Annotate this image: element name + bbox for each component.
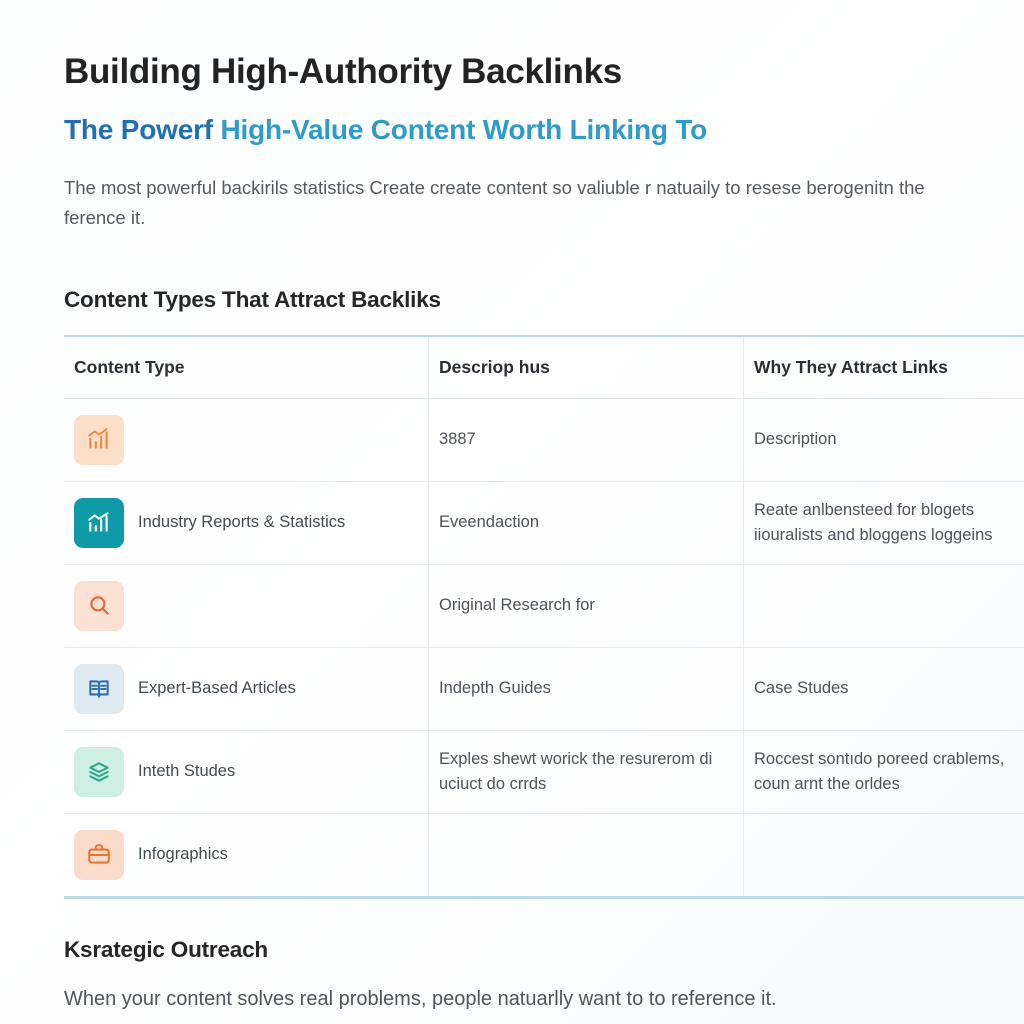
cell-content-type [64,564,429,647]
cell-content-type [64,647,429,730]
type-cell [74,415,414,465]
content-types-table [64,335,1024,899]
table-row [64,564,1024,647]
table-row [64,730,1024,813]
cell-content-type [64,481,429,564]
intro-paragraph: The most powerful backirils statistics Create create content so valiuble r natuaily to resese berogenitn the ference it. [64,176,925,228]
table-row [64,647,1024,730]
subtitle-part-b: High-Value Content Worth Linking To [220,114,708,146]
type-cell [74,747,414,797]
column-header-content-type: Content Type [64,336,429,399]
subtitle-part-a: The Powerf [64,114,221,146]
cell-description: 3887 [429,398,744,481]
cell-description [429,813,744,897]
column-header-description: Descriop hus [429,336,744,399]
table-row [64,813,1024,897]
cell-description: Indepth Guides [429,647,744,730]
page-title: Building High-Authority Backlinks [64,52,622,91]
table-body [64,398,1024,897]
cell-why [744,564,1024,647]
cell-why: Description [744,398,1024,481]
magnifier-icon [74,581,124,631]
type-label: Inteth Studes [138,762,236,781]
cell-why: Roccest sontıdo poreed crablems, coun arnt the orldes [744,730,1024,813]
section-heading: Content Types That Attract Backliks [64,286,441,312]
layers-icon [74,747,124,797]
cell-content-type [64,398,429,481]
bar-chart-up-icon [74,415,124,465]
chart-growth-icon [74,498,124,548]
book-icon [74,664,124,714]
briefcase-icon [74,830,124,880]
cell-content-type [64,730,429,813]
outro-heading: Ksrategic Outreach [64,936,268,962]
type-cell [74,498,414,548]
cell-why: Reate anlbensteed for blogets iiouralists and bloggens loggeins [744,481,1024,564]
outro-paragraph: When your content solves real problems, people natuarlly want to to reference it. [64,987,777,1010]
column-header-why: Why They Attract Links [744,336,1024,399]
type-cell [74,664,414,714]
type-label: Expert-Based Articles [138,679,296,698]
cell-why [744,813,1024,897]
cell-why: Case Studes [744,647,1024,730]
table-header [64,336,1024,399]
cell-description: Eveendaction [429,481,744,564]
type-cell [74,581,414,631]
table-row [64,481,1024,564]
page-subtitle [64,113,960,147]
table-row [64,398,1024,481]
cell-description: Original Research for [429,564,744,647]
table-header-row [64,336,1024,399]
cell-description: Exples shewt worick the resurerom di uciuct do crrds [429,730,744,813]
type-label: Industry Reports & Statistics [138,513,346,532]
type-label: Infographics [138,845,228,864]
cell-content-type [64,813,429,897]
type-cell [74,830,414,880]
